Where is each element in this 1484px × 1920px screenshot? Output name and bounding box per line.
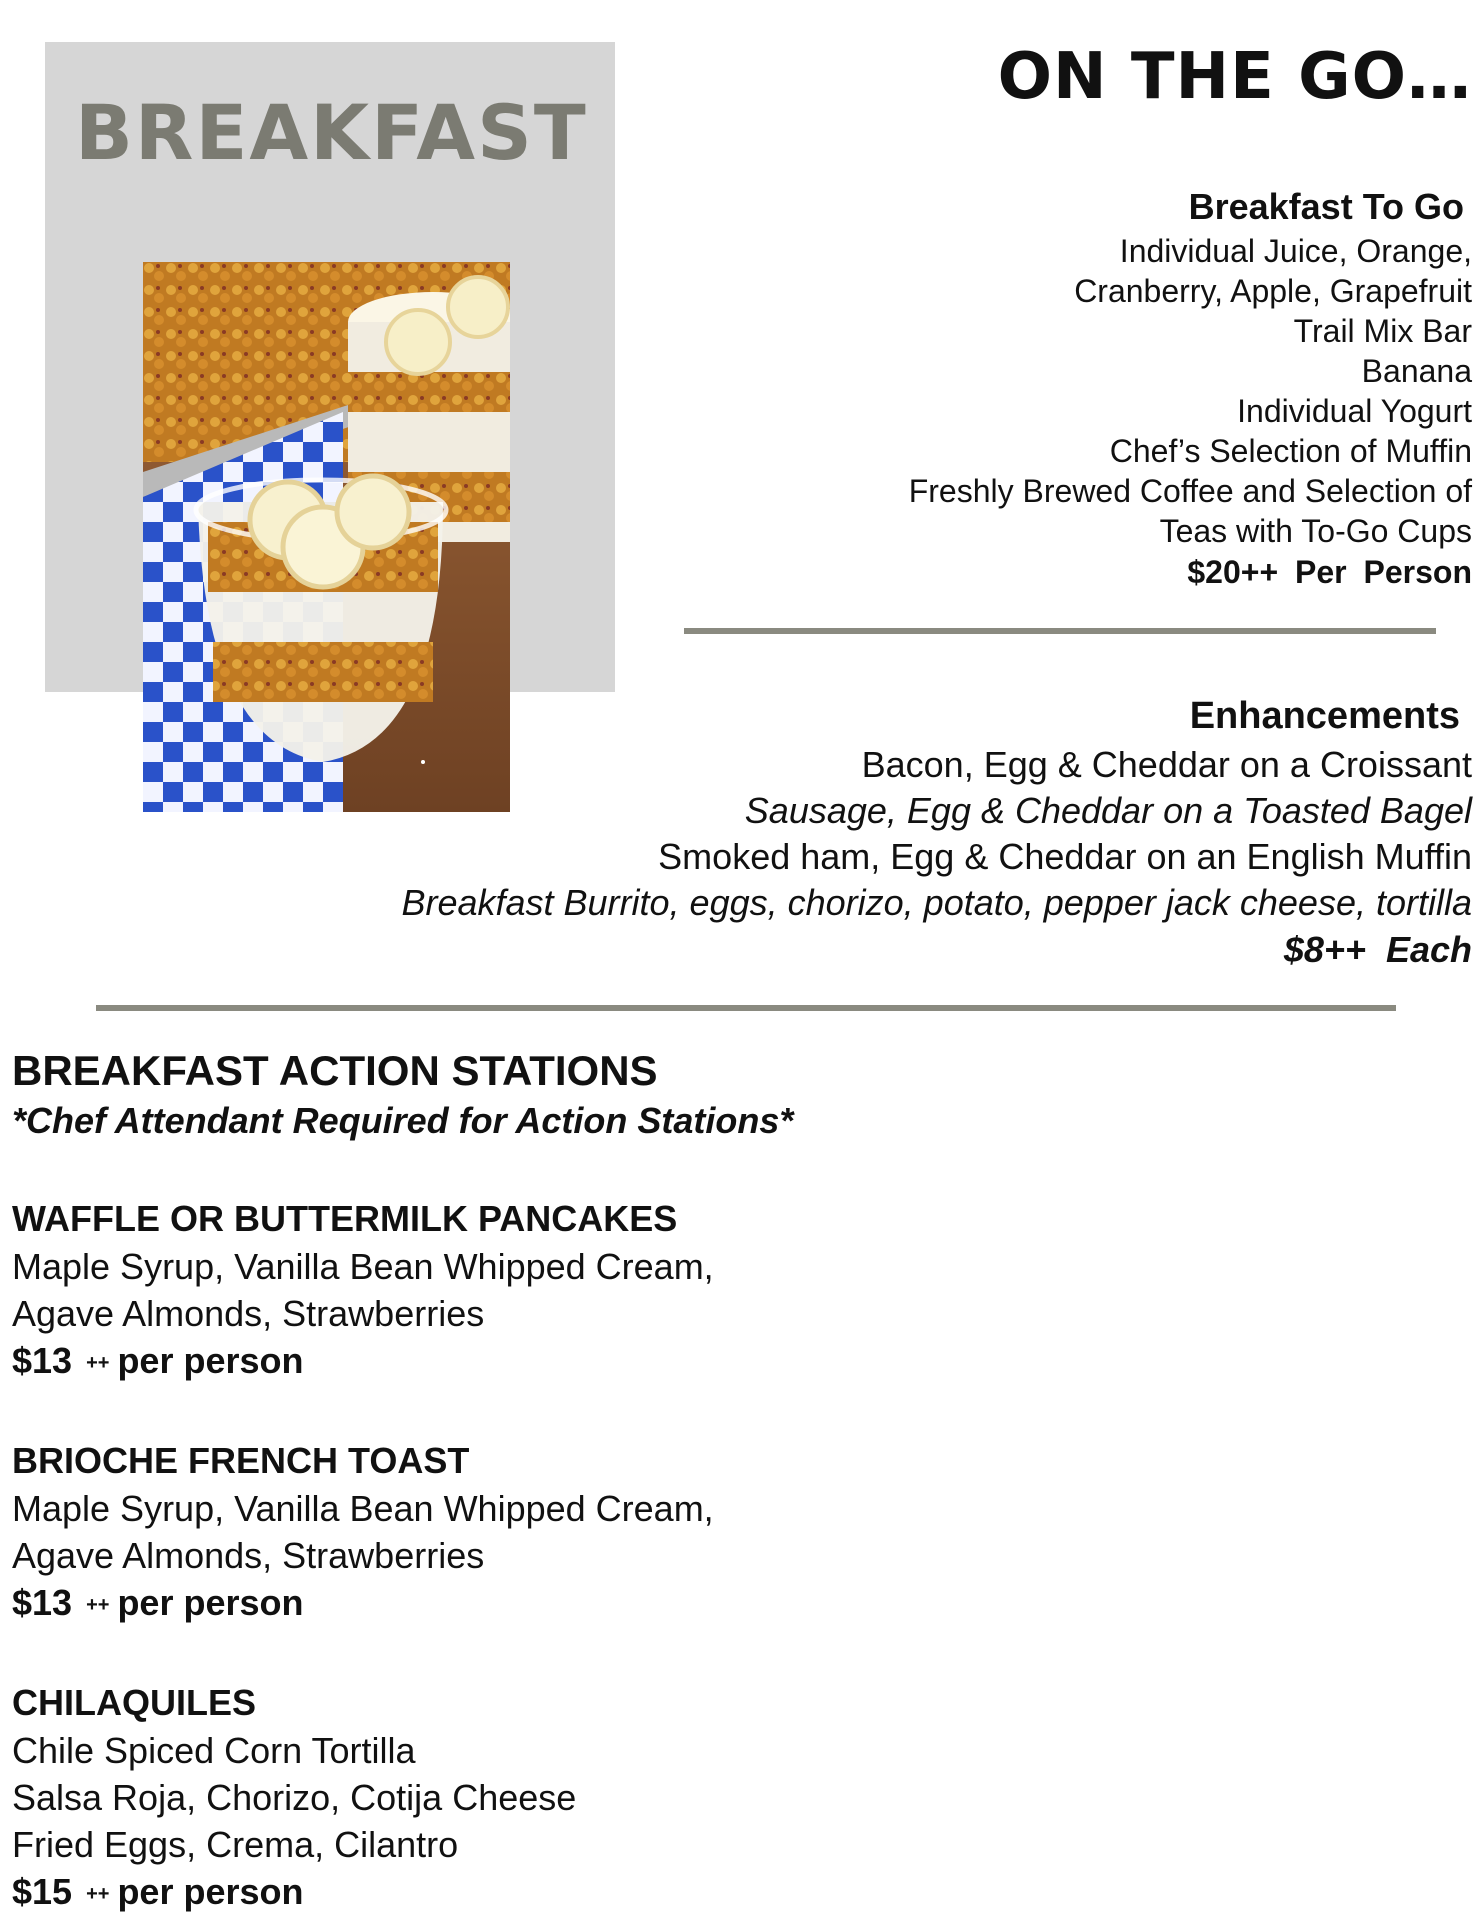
station-name: WAFFLE OR BUTTERMILK PANCAKES: [12, 1198, 678, 1239]
togo-item: Individual Yogurt: [1237, 393, 1472, 429]
section-divider: [684, 628, 1436, 634]
breakfast-to-go-section: [909, 183, 1472, 593]
togo-item: Cranberry, Apple, Grapefruit: [1074, 273, 1472, 309]
togo-item: Individual Juice, Orange,: [1119, 233, 1472, 269]
breakfast-to-go-heading: Breakfast To Go: [1188, 186, 1464, 227]
enhancements-heading: Enhancements: [1189, 695, 1460, 737]
price-unit: per person: [117, 1582, 304, 1623]
enhancements-price: $8++ Each: [1283, 929, 1472, 970]
breakfast-title: BREAKFAST: [75, 88, 588, 177]
station-description: Salsa Roja, Chorizo, Cotija Cheese: [12, 1777, 577, 1818]
station-description: Maple Syrup, Vanilla Bean Whipped Cream,: [12, 1246, 714, 1287]
action-stations-section: [12, 1045, 793, 1918]
price-plus: ++: [86, 1594, 110, 1616]
togo-price: $20++ Per Person: [1187, 554, 1472, 590]
enhancement-item: Sausage, Egg & Cheddar on a Toasted Bagel: [744, 790, 1472, 831]
price-amount: $15: [12, 1871, 73, 1912]
action-stations-note: *Chef Attendant Required for Action Stations*: [12, 1100, 794, 1141]
price-plus: ++: [86, 1352, 110, 1374]
price-amount: $13: [12, 1340, 73, 1381]
togo-item: Freshly Brewed Coffee and Selection of: [908, 473, 1472, 509]
price-plus: ++: [86, 1883, 110, 1905]
enhancement-item: Bacon, Egg & Cheddar on a Croissant: [861, 744, 1472, 785]
station-french-toast: [12, 1437, 793, 1629]
enhancement-item: Smoked ham, Egg & Cheddar on an English Muffin: [658, 836, 1472, 877]
togo-item: Trail Mix Bar: [1293, 313, 1472, 349]
station-price: [12, 1868, 793, 1918]
station-price: [12, 1579, 793, 1629]
station-description: Maple Syrup, Vanilla Bean Whipped Cream,: [12, 1488, 714, 1529]
station-description: Fried Eggs, Crema, Cilantro: [12, 1824, 459, 1865]
section-divider: [96, 1005, 1396, 1011]
station-waffle-pancakes: [12, 1195, 793, 1387]
station-chilaquiles: [12, 1679, 793, 1918]
station-description: Agave Almonds, Strawberries: [12, 1535, 485, 1576]
togo-item: Teas with To-Go Cups: [1159, 513, 1472, 549]
station-description: Chile Spiced Corn Tortilla: [12, 1730, 416, 1771]
station-name: BRIOCHE FRENCH TOAST: [12, 1440, 470, 1481]
station-description: Agave Almonds, Strawberries: [12, 1293, 485, 1334]
action-stations-title: BREAKFAST ACTION STATIONS: [12, 1047, 658, 1094]
price-unit: per person: [117, 1871, 304, 1912]
station-name: CHILAQUILES: [12, 1682, 257, 1723]
station-price: [12, 1337, 793, 1387]
togo-item: Banana: [1361, 353, 1472, 389]
enhancements-section: [401, 690, 1472, 974]
on-the-go-title: ON THE GO…: [997, 40, 1472, 114]
enhancement-item: Breakfast Burrito, eggs, chorizo, potato, pepper jack cheese, tortilla: [401, 882, 1472, 923]
price-unit: per person: [117, 1340, 304, 1381]
price-amount: $13: [12, 1582, 73, 1623]
togo-item: Chef’s Selection of Muffin: [1109, 433, 1472, 469]
